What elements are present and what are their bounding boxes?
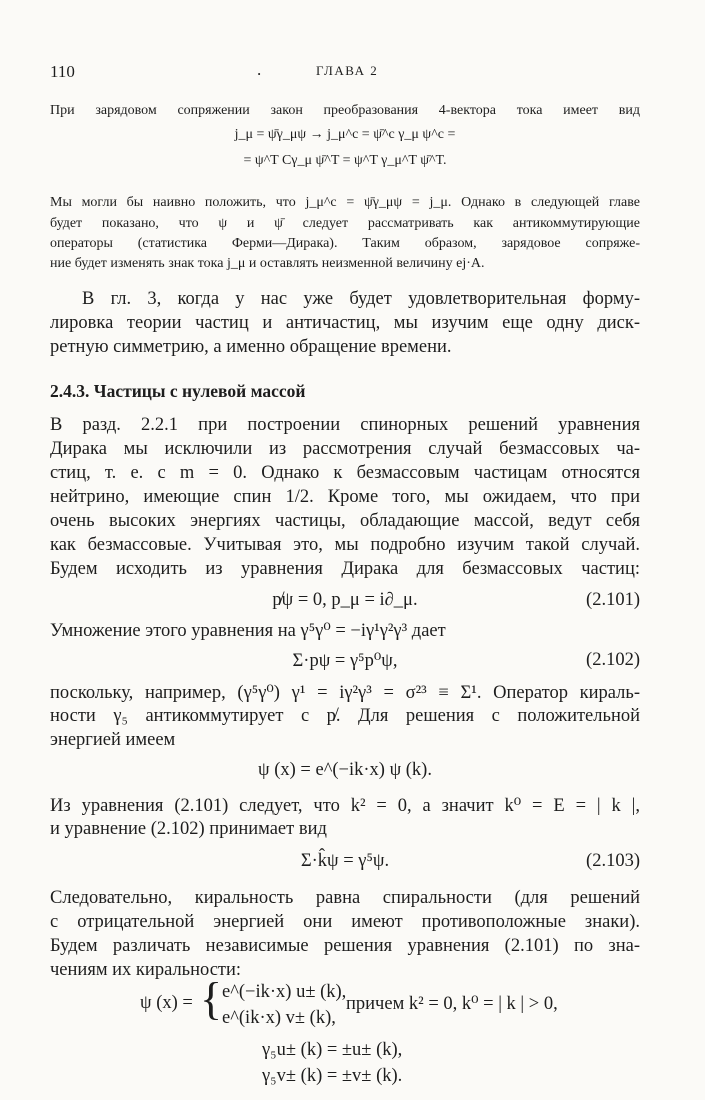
small-text-line: будет показано, что ψ и ψ̄ следует рассматривать как антикоммутирующие (50, 216, 640, 231)
paragraph-line: нейтрино, имеющие спин 1/2. Кроме того, мы ожидаем, что при (50, 487, 640, 507)
paragraph-line: энергией имеем (50, 730, 176, 750)
paragraph-line: стиц, т. е. с m = 0. Однако к безмассовым частицам относятся (50, 463, 640, 483)
section-heading: 2.4.3. Частицы с нулевой массой (50, 381, 306, 401)
paragraph-line: и уравнение (2.102) принимает вид (50, 819, 327, 839)
paragraph-line: Из уравнения (2.101) следует, что k² = 0, а значит k⁰ = E = | k |, (50, 796, 640, 816)
final-eq-relation: γ₅u± (k) = ±u± (k), (262, 1040, 403, 1060)
header-dot: . (257, 60, 262, 79)
paragraph-line: Дирака мы исключили из рассмотрения случай безмассовых ча- (50, 439, 640, 459)
equation-number: (2.102) (586, 650, 640, 670)
paragraph-line: В гл. 3, когда у нас уже будет удовлетворительная форму- (82, 289, 640, 309)
small-text-line: Мы могли бы наивно положить, что j_μ^c = ψ̄γ_μψ = j_μ. Однако в следующей главе (50, 195, 640, 210)
paragraph-line: Будем исходить из уравнения Дирака для безмассовых частиц: (50, 559, 640, 579)
equation-psi: ψ (x) = e^(−ik·x) ψ (k). (258, 760, 432, 780)
paragraph-line: В разд. 2.2.1 при построении спинорных решений уравнения (50, 415, 640, 435)
equation-2-103: Σ·k̂ψ = γ⁵ψ. (300, 851, 390, 871)
paragraph-line: Умножение этого уравнения на γ⁵γ⁰ = −iγ¹γ²γ³ дает (50, 621, 446, 641)
chapter-title: ГЛАВА 2 (316, 63, 379, 78)
page-number: 110 (50, 62, 75, 81)
small-equation: = ψ^T Cγ_μ ψ̄^T = ψ^T γ_μ^T ψ̄^T. (243, 153, 447, 168)
equation-number: (2.103) (586, 851, 640, 871)
paragraph-line: как безмассовые. Учитывая это, мы подробно изучим такой случай. (50, 535, 640, 555)
small-text-line: При зарядовом сопряжении закон преобразования 4-вектора тока имеет вид (50, 103, 640, 118)
final-eq-case1: e^(−ik·x) u± (k), (222, 982, 347, 1002)
equation-2-101: p̸ψ = 0, p_μ = i∂_μ. (272, 590, 418, 610)
final-eq-case2: e^(ik·x) v± (k), (222, 1008, 336, 1028)
paragraph-line: лировка теории частиц и античастиц, мы изучим еще одну диск- (50, 313, 640, 333)
small-text-line: операторы (статистика Ферми—Дирака). Таким образом, зарядовое сопряже- (50, 236, 640, 251)
brace-symbol: { (200, 973, 223, 1024)
paragraph-line: поскольку, например, (γ⁵γ⁰) γ¹ = iγ²γ³ = σ²³ ≡ Σ¹. Оператор кираль- (50, 683, 640, 703)
paragraph-line: чениям их киральности: (50, 960, 242, 980)
final-eq-relation: γ₅v± (k) = ±v± (k). (262, 1066, 403, 1086)
small-text-line: ние будет изменять знак тока j_μ и оставлять неизменной величину ej·A. (50, 256, 485, 271)
paragraph-line: с отрицательной энергией они имеют противоположные знаки). (50, 912, 640, 932)
final-eq-condition: причем k² = 0, k⁰ = | k | > 0, (346, 994, 558, 1014)
paragraph-line: ности γ₅ антикоммутирует с p̸. Для решения с положительной (50, 706, 640, 726)
paragraph-line: очень высоких энергиях частицы, обладающие массой, ведут себя (50, 511, 640, 531)
paragraph-line: Следовательно, киральность равна спиральности (для решений (50, 888, 640, 908)
paragraph-line: ретную симметрию, а именно обращение времени. (50, 337, 452, 357)
paragraph-line: Будем различать независимые решения уравнения (2.101) по зна- (50, 936, 640, 956)
equation-number: (2.101) (586, 590, 640, 610)
equation-2-102: Σ·pψ = γ⁵p⁰ψ, (292, 651, 398, 671)
final-eq-lhs: ψ (x) = (140, 993, 193, 1013)
small-equation: j_μ = ψ̄γ_μψ → j_μ^c = ψ̄^c γ_μ ψ^c = (234, 127, 456, 142)
